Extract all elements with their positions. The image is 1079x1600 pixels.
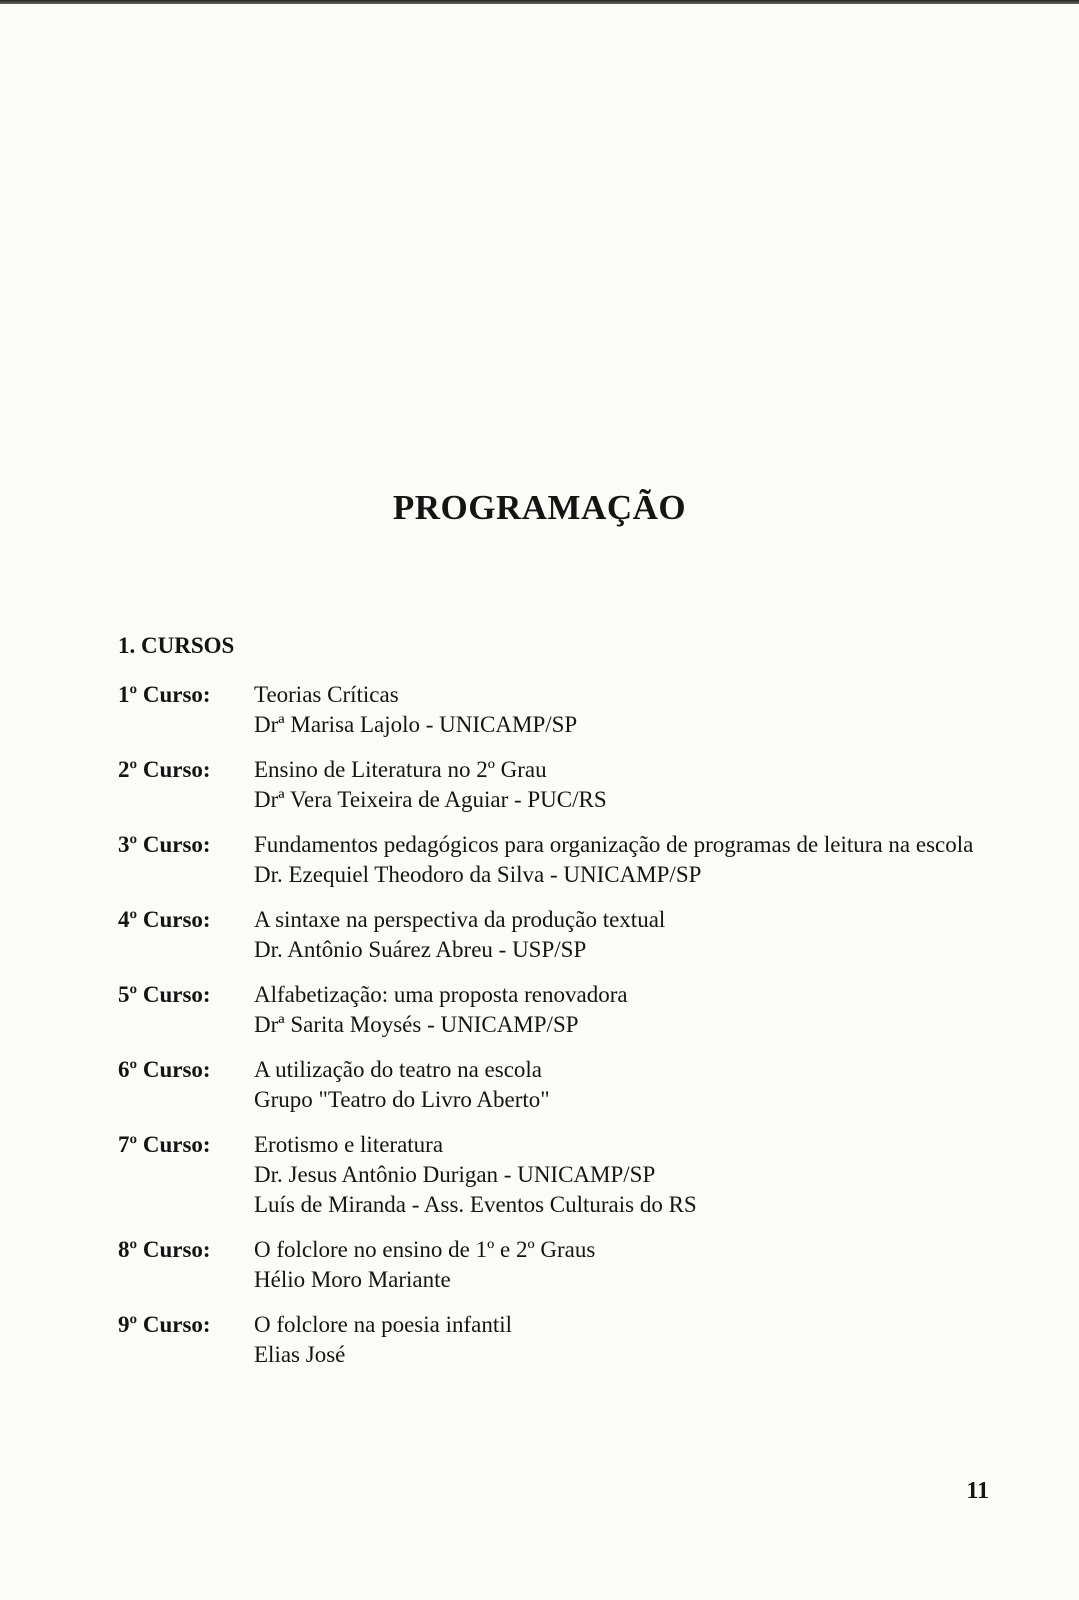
course-title: A utilização do teatro na escola	[254, 1057, 543, 1082]
course-item-3	[118, 830, 1018, 890]
page-title: PROGRAMAÇÃO	[392, 488, 687, 527]
page-number: 11	[966, 1478, 989, 1504]
course-title: Alfabetização: uma proposta renovadora	[254, 982, 628, 1007]
course-instructor: Grupo "Teatro do Livro Aberto"	[254, 1087, 550, 1112]
course-instructor: Dr. Ezequiel Theodoro da Silva - UNICAMP/SP	[254, 862, 702, 887]
course-instructor: Dr. Antônio Suárez Abreu - USP/SP	[254, 937, 587, 962]
course-label: 6º Curso:	[118, 1057, 211, 1082]
course-details	[254, 830, 1018, 890]
course-title: Ensino de Literatura no 2º Grau	[254, 757, 547, 782]
course-label: 3º Curso:	[118, 832, 211, 857]
course-instructor: Elias José	[254, 1342, 346, 1367]
course-details	[254, 1055, 1018, 1115]
course-item-1	[118, 680, 1018, 740]
course-instructor: Drª Sarita Moysés - UNICAMP/SP	[254, 1012, 579, 1037]
course-title: Erotismo e literatura	[254, 1132, 444, 1157]
course-instructor: Drª Vera Teixeira de Aguiar - PUC/RS	[254, 787, 607, 812]
course-item-6	[118, 1055, 1018, 1115]
course-label: 7º Curso:	[118, 1132, 211, 1157]
course-item-9	[118, 1310, 1018, 1370]
course-instructor: Dr. Jesus Antônio Durigan - UNICAMP/SP	[254, 1162, 656, 1187]
course-title: Teorias Críticas	[254, 682, 399, 707]
course-item-5	[118, 980, 1018, 1040]
page-top-edge	[0, 0, 1079, 4]
course-details	[254, 680, 1018, 740]
course-details	[254, 1130, 1018, 1220]
course-title: O folclore na poesia infantil	[254, 1312, 513, 1337]
course-label: 8º Curso:	[118, 1237, 211, 1262]
course-title: A sintaxe na perspectiva da produção textual	[254, 907, 666, 932]
course-label: 4º Curso:	[118, 907, 211, 932]
course-item-8	[118, 1235, 1018, 1295]
course-details	[254, 1235, 1018, 1295]
course-list	[118, 680, 1018, 1385]
course-label: 2º Curso:	[118, 757, 211, 782]
section-heading-cursos: 1. CURSOS	[118, 633, 235, 658]
course-details	[254, 755, 1018, 815]
course-item-7	[118, 1130, 1018, 1220]
course-instructor: Drª Marisa Lajolo - UNICAMP/SP	[254, 712, 578, 737]
course-item-4	[118, 905, 1018, 965]
course-title: Fundamentos pedagógicos para organização de programas de leitura na escola	[254, 832, 974, 857]
course-item-2	[118, 755, 1018, 815]
course-instructor: Hélio Moro Mariante	[254, 1267, 451, 1292]
course-instructor: Luís de Miranda - Ass. Eventos Culturais do RS	[254, 1192, 697, 1217]
course-details	[254, 980, 1018, 1040]
course-label: 1º Curso:	[118, 682, 211, 707]
course-label: 5º Curso:	[118, 982, 211, 1007]
course-title: O folclore no ensino de 1º e 2º Graus	[254, 1237, 596, 1262]
course-details	[254, 1310, 1018, 1370]
course-details	[254, 905, 1018, 965]
course-label: 9º Curso:	[118, 1312, 211, 1337]
